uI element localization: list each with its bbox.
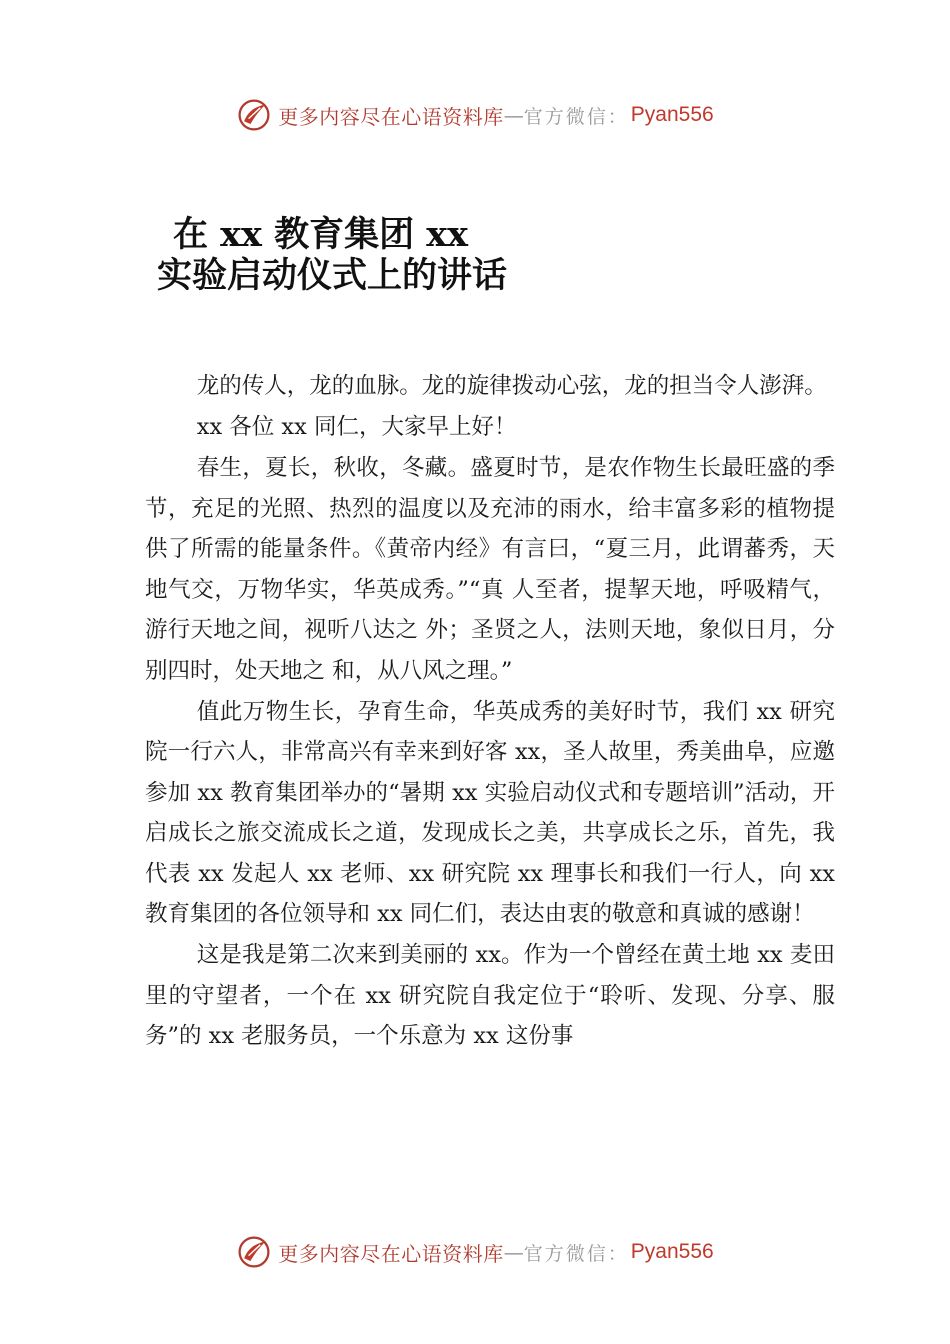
wechat-id: Pyan556 [630,1240,714,1263]
banner-text: 更多内容尽在心语资料库 [278,104,504,129]
brand-logo-icon [236,1234,272,1270]
paragraph: 值此万物生长，孕育生命，华英成秀的美好时节，我们 xx 研究院一行六人，非常高兴有幸来到好客 xx，圣人故里，秀美曲阜，应邀参加 xx 教育集团举办的“暑期 xx 实验启动仪式和专题培训”活动，开启成长之旅交流成长之道，发现成长之美，共享成长之乐，首先，我代表 xx 发起人 xx 老师、xx 研究院 xx 理事长和我们一行人，向 xx 教育集团的各位领导和 xx 同仁们，表达由衷的敬意和真诚的感谢！ [145,698,835,927]
header-banner [0,93,950,137]
brand-logo-icon [236,97,272,133]
paragraph: 这是我是第二次来到美丽的 xx。作为一个曾经在黄土地 xx 麦田里的守望者，一个在 xx 研究院自我定位于“聆听、发现、分享、服务”的 xx 老服务员，一个乐意为 xx 这份事 [145,942,835,1049]
wechat-label: 官方微信： [523,1242,629,1265]
document-title-line-1: 在 xx 教育集团 xx [173,214,469,255]
banner-separator: — [503,103,524,127]
document-body [145,366,835,1057]
banner-separator: — [503,1240,524,1264]
footer-banner [0,1230,950,1274]
wechat-label: 官方微信： [523,105,629,128]
paragraph: 春生，夏长，秋收，冬藏。盛夏时节，是农作物生长最旺盛的季节，充足的光照、热烈的温度以及充沛的雨水，给丰富多彩的植物提供了所需的能量条件。《黄帝内经》有言曰，“夏三月，此谓蕃秀，天地气交，万物华实，华英成秀。”“真 人至者，提挈天地，呼吸精气，游行天地之间，视听八达之 外；圣贤之人，法则天地，象似日月，分别四时，处天地之 和，从八风之理。” [145,455,835,684]
wechat-id: Pyan556 [630,103,714,126]
banner-text: 更多内容尽在心语资料库 [278,1241,504,1266]
paragraph: xx 各位 xx 同仁，大家早上好！ [196,414,517,440]
document-title-line-2: 实验启动仪式上的讲话 [157,255,508,296]
paragraph: 龙的传人，龙的血脉。龙的旋律拨动心弦，龙的担当令人澎湃。 [196,373,827,399]
